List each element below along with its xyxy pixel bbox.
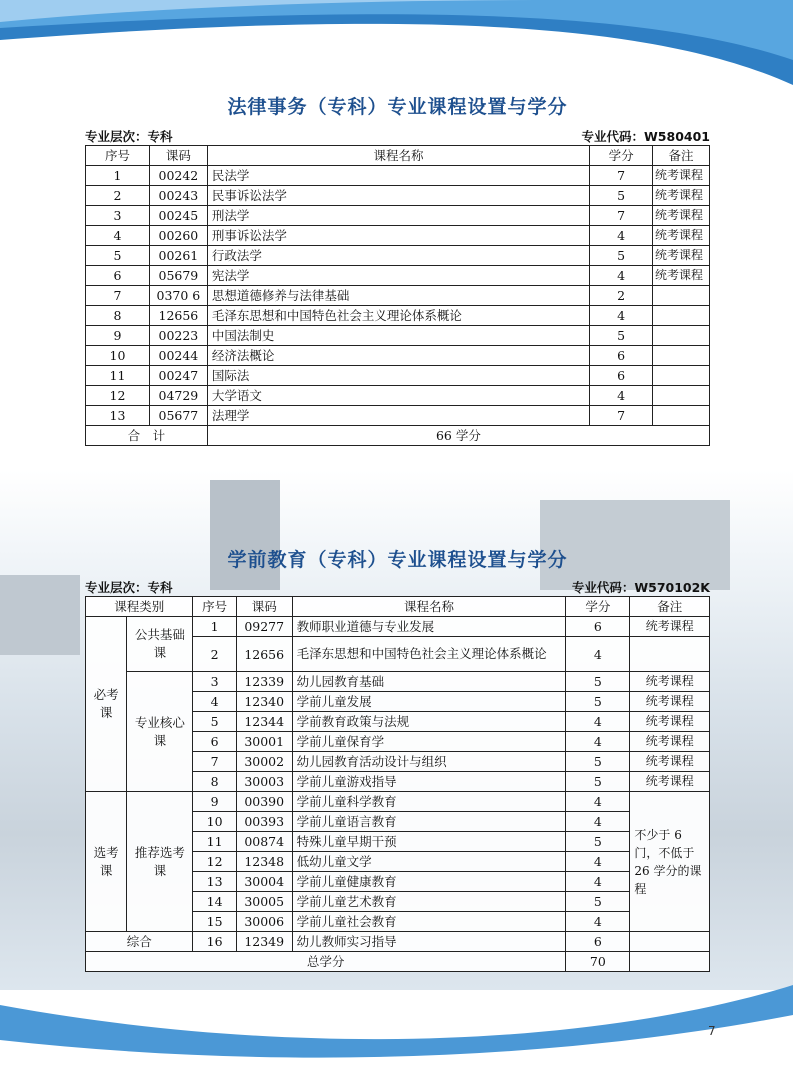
- course-name: 中国法制史: [207, 326, 589, 346]
- edu-code: 专业代码：W570102K: [571, 580, 710, 595]
- course-code: 12656: [149, 306, 207, 326]
- course-credit: 7: [590, 166, 653, 186]
- course-note: [630, 637, 710, 672]
- header-cell: 序号: [193, 597, 236, 617]
- table-row: [86, 346, 710, 366]
- table-row: [86, 366, 710, 386]
- row-number: 5: [86, 246, 150, 266]
- table-row: [86, 672, 710, 692]
- course-credit: 6: [566, 932, 630, 952]
- total-label: 总学分: [86, 952, 566, 972]
- row-number: 6: [193, 732, 236, 752]
- row-number: 1: [193, 617, 236, 637]
- header-cell: 学分: [590, 146, 653, 166]
- row-number: 12: [193, 852, 236, 872]
- bottom-wave-decoration: [0, 985, 793, 1071]
- course-credit: 5: [566, 672, 630, 692]
- table-row: [86, 326, 710, 346]
- course-name: 法理学: [207, 406, 589, 426]
- course-credit: 5: [566, 772, 630, 792]
- subcategory-public: 公共基础课: [127, 617, 193, 672]
- row-number: 9: [86, 326, 150, 346]
- course-credit: 4: [566, 712, 630, 732]
- row-number: 16: [193, 932, 236, 952]
- course-note: 统考课程: [653, 246, 710, 266]
- table-row: [86, 306, 710, 326]
- table-row: [86, 792, 710, 812]
- course-name: 刑法学: [207, 206, 589, 226]
- course-code: 00390: [236, 792, 292, 812]
- header-cell: 课程名称: [292, 597, 566, 617]
- course-credit: 4: [566, 912, 630, 932]
- row-number: 2: [86, 186, 150, 206]
- course-credit: 5: [566, 692, 630, 712]
- course-note: 统考课程: [630, 752, 710, 772]
- course-note: 统考课程: [630, 732, 710, 752]
- course-credit: 4: [566, 637, 630, 672]
- row-number: 12: [86, 386, 150, 406]
- edu-table-header: [86, 597, 710, 617]
- course-code: 00247: [149, 366, 207, 386]
- row-number: 7: [193, 752, 236, 772]
- course-code: 30003: [236, 772, 292, 792]
- law-section: [85, 92, 710, 446]
- total-label: 合 计: [86, 426, 208, 446]
- category-required: 必考课: [86, 617, 127, 792]
- course-name: 学前儿童科学教育: [292, 792, 566, 812]
- row-number: 11: [193, 832, 236, 852]
- course-credit: 5: [590, 186, 653, 206]
- course-name: 思想道德修养与法律基础: [207, 286, 589, 306]
- edu-total-row: [86, 952, 710, 972]
- course-name: 大学语文: [207, 386, 589, 406]
- row-number: 4: [86, 226, 150, 246]
- course-name: 学前教育政策与法规: [292, 712, 566, 732]
- edu-level: 专业层次：专科: [85, 580, 173, 595]
- row-number: 10: [86, 346, 150, 366]
- edu-course-table: [85, 596, 710, 972]
- course-credit: 4: [566, 812, 630, 832]
- table-row: [86, 932, 710, 952]
- course-name: 经济法概论: [207, 346, 589, 366]
- course-name: 刑事诉讼法学: [207, 226, 589, 246]
- course-code: 05677: [149, 406, 207, 426]
- course-code: 12656: [236, 637, 292, 672]
- header-cell: 学分: [566, 597, 630, 617]
- course-code: 00244: [149, 346, 207, 366]
- course-code: 04729: [149, 386, 207, 406]
- course-name: 学前儿童保育学: [292, 732, 566, 752]
- course-name: 行政法学: [207, 246, 589, 266]
- course-note: [653, 306, 710, 326]
- course-note: 统考课程: [630, 772, 710, 792]
- course-code: 30002: [236, 752, 292, 772]
- course-credit: 4: [590, 226, 653, 246]
- course-credit: 5: [566, 892, 630, 912]
- row-number: 10: [193, 812, 236, 832]
- course-code: 12339: [236, 672, 292, 692]
- course-credit: 5: [590, 326, 653, 346]
- law-code: 专业代码：W580401: [581, 129, 710, 144]
- table-row: [86, 386, 710, 406]
- course-code: 30001: [236, 732, 292, 752]
- course-note: 统考课程: [653, 206, 710, 226]
- table-row: [86, 186, 710, 206]
- course-note: 统考课程: [630, 712, 710, 732]
- course-name: 毛泽东思想和中国特色社会主义理论体系概论: [207, 306, 589, 326]
- course-code: 30006: [236, 912, 292, 932]
- course-code: 00243: [149, 186, 207, 206]
- course-credit: 6: [590, 366, 653, 386]
- course-name: 低幼儿童文学: [292, 852, 566, 872]
- page-number: 7: [708, 1024, 716, 1038]
- course-note: [653, 286, 710, 306]
- course-credit: 5: [590, 246, 653, 266]
- row-number: 8: [86, 306, 150, 326]
- table-row: [86, 206, 710, 226]
- row-number: 13: [86, 406, 150, 426]
- course-note: [653, 406, 710, 426]
- course-code: 12344: [236, 712, 292, 732]
- course-name: 毛泽东思想和中国特色社会主义理论体系概论: [292, 637, 566, 672]
- table-row: [86, 406, 710, 426]
- course-code: 30005: [236, 892, 292, 912]
- course-code: 12349: [236, 932, 292, 952]
- row-number: 8: [193, 772, 236, 792]
- course-note: 统考课程: [653, 266, 710, 286]
- law-table-header: [86, 146, 710, 166]
- course-code: 12348: [236, 852, 292, 872]
- course-code: 00261: [149, 246, 207, 266]
- course-credit: 6: [590, 346, 653, 366]
- course-code: 00874: [236, 832, 292, 852]
- total-value: 70: [566, 952, 630, 972]
- course-code: 0370 6: [149, 286, 207, 306]
- course-code: 00393: [236, 812, 292, 832]
- row-number: 9: [193, 792, 236, 812]
- course-credit: 4: [590, 386, 653, 406]
- course-code: 05679: [149, 266, 207, 286]
- course-name: 宪法学: [207, 266, 589, 286]
- course-note: [653, 326, 710, 346]
- table-row: [86, 226, 710, 246]
- course-name: 民法学: [207, 166, 589, 186]
- category-elective: 选考课: [86, 792, 127, 932]
- course-credit: 5: [566, 752, 630, 772]
- course-credit: 4: [590, 306, 653, 326]
- edu-section-title: 学前教育（专科）专业课程设置与学分: [227, 549, 568, 571]
- course-note: 统考课程: [653, 226, 710, 246]
- course-code: 00242: [149, 166, 207, 186]
- row-number: 1: [86, 166, 150, 186]
- course-note: 统考课程: [653, 186, 710, 206]
- table-row: [86, 166, 710, 186]
- course-credit: 4: [566, 872, 630, 892]
- course-credit: 7: [590, 206, 653, 226]
- course-credit: 2: [590, 286, 653, 306]
- header-cell: 课程类别: [86, 597, 193, 617]
- course-name: 学前儿童社会教育: [292, 912, 566, 932]
- building-silhouette: [0, 575, 80, 655]
- law-section-title: 法律事务（专科）专业课程设置与学分: [227, 96, 568, 118]
- row-number: 14: [193, 892, 236, 912]
- course-note: 统考课程: [630, 692, 710, 712]
- course-credit: 7: [590, 406, 653, 426]
- table-row: [86, 617, 710, 637]
- header-cell: 课程名称: [207, 146, 589, 166]
- course-credit: 6: [566, 617, 630, 637]
- total-value: 66 学分: [207, 426, 709, 446]
- course-note: [630, 932, 710, 952]
- header-cell: 序号: [86, 146, 150, 166]
- table-row: [86, 246, 710, 266]
- row-number: 4: [193, 692, 236, 712]
- top-wave-decoration: [0, 0, 793, 95]
- course-code: 00260: [149, 226, 207, 246]
- header-cell: 备注: [630, 597, 710, 617]
- law-level: 专业层次：专科: [85, 129, 173, 144]
- course-name: 幼儿教师实习指导: [292, 932, 566, 952]
- row-number: 3: [86, 206, 150, 226]
- course-note: [653, 366, 710, 386]
- course-credit: 4: [590, 266, 653, 286]
- course-credit: 4: [566, 732, 630, 752]
- row-number: 5: [193, 712, 236, 732]
- header-cell: 课码: [149, 146, 207, 166]
- course-note: 统考课程: [630, 672, 710, 692]
- course-code: 30004: [236, 872, 292, 892]
- total-note: [630, 952, 710, 972]
- elective-requirement-note: 不少于 6 门，不低于 26 学分的课程: [630, 792, 710, 932]
- law-total-row: [86, 426, 710, 446]
- course-code: 00245: [149, 206, 207, 226]
- course-credit: 5: [566, 832, 630, 852]
- subcategory-comprehensive: 综合: [86, 932, 193, 952]
- row-number: 3: [193, 672, 236, 692]
- row-number: 6: [86, 266, 150, 286]
- course-name: 学前儿童健康教育: [292, 872, 566, 892]
- row-number: 7: [86, 286, 150, 306]
- course-name: 学前儿童发展: [292, 692, 566, 712]
- course-note: 统考课程: [630, 617, 710, 637]
- course-code: 00223: [149, 326, 207, 346]
- course-name: 特殊儿童早期干预: [292, 832, 566, 852]
- row-number: 15: [193, 912, 236, 932]
- table-row: [86, 266, 710, 286]
- course-credit: 4: [566, 852, 630, 872]
- course-code: 12340: [236, 692, 292, 712]
- subcategory-recommended: 推荐选考课: [127, 792, 193, 932]
- header-cell: 课码: [236, 597, 292, 617]
- course-credit: 4: [566, 792, 630, 812]
- course-name: 学前儿童游戏指导: [292, 772, 566, 792]
- row-number: 2: [193, 637, 236, 672]
- edu-section: [85, 545, 710, 972]
- row-number: 13: [193, 872, 236, 892]
- course-name: 幼儿园教育活动设计与组织: [292, 752, 566, 772]
- header-cell: 备注: [653, 146, 710, 166]
- row-number: 11: [86, 366, 150, 386]
- course-code: 09277: [236, 617, 292, 637]
- course-note: 统考课程: [653, 166, 710, 186]
- course-name: 幼儿园教育基础: [292, 672, 566, 692]
- law-course-table: [85, 145, 710, 446]
- course-name: 学前儿童语言教育: [292, 812, 566, 832]
- course-note: [653, 386, 710, 406]
- course-name: 国际法: [207, 366, 589, 386]
- course-note: [653, 346, 710, 366]
- course-name: 学前儿童艺术教育: [292, 892, 566, 912]
- course-name: 教师职业道德与专业发展: [292, 617, 566, 637]
- table-row: [86, 286, 710, 306]
- subcategory-core: 专业核心课: [127, 672, 193, 792]
- course-name: 民事诉讼法学: [207, 186, 589, 206]
